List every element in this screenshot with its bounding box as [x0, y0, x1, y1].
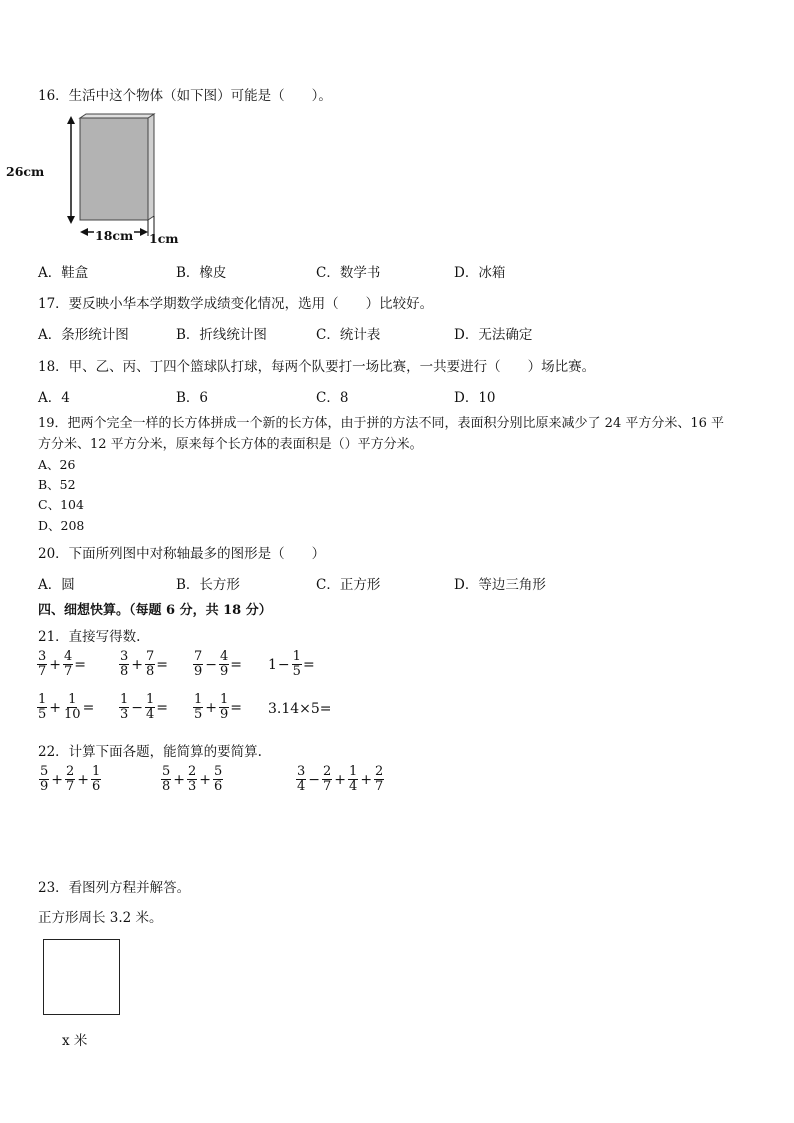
- q19-option-c: C、104: [38, 497, 84, 512]
- square-figure: [43, 939, 120, 1015]
- question-19-line-2: 方分米、12 平方分米，原来每个长方体的表面积是（）平方分米。: [38, 437, 423, 452]
- fraction: $\frac{7}{9}$: [194, 649, 203, 679]
- width-label: 18cm: [95, 228, 134, 243]
- question-19-line-1: 19．把两个完全一样的长方体拼成一个新的长方体，由于拼的方法不同，表面积分别比原来减少了 24 平方分米、16 平: [38, 416, 725, 431]
- fraction: $\frac{1}{6}$: [92, 764, 101, 794]
- q18-option-a: A．4: [38, 390, 70, 406]
- fraction: $\frac{1}{4}$: [349, 764, 358, 794]
- fraction: $\frac{1}{5}$: [194, 692, 203, 722]
- question-18: 18．甲、乙、丙、丁四个篮球队打球，每两个队要打一场比赛，一共要进行（ ）场比赛。: [38, 359, 596, 375]
- fraction: $\frac{3}{4}$: [297, 764, 306, 794]
- q20-option-d: D．等边三角形: [454, 577, 546, 593]
- q22-expr-3: $\frac{3}{4}$ − $\frac{2}{7}$ + $\frac{1}{4}$ + $\frac{2}{7}$: [297, 764, 384, 794]
- q20-option-a: A．圆: [38, 577, 75, 593]
- fraction: $\frac{1}{9}$: [220, 692, 229, 722]
- q18-option-d: D．10: [454, 390, 496, 406]
- q16-option-b: B．橡皮: [176, 265, 227, 281]
- q17-option-c: C．统计表: [316, 327, 381, 343]
- fraction: $\frac{1}{4}$: [146, 692, 155, 722]
- height-label: 26cm: [6, 164, 45, 179]
- fraction: $\frac{2}{7}$: [66, 764, 75, 794]
- fraction: $\frac{1}{5}$: [292, 649, 301, 679]
- fraction: $\frac{1}{10}$: [64, 692, 81, 722]
- fraction: $\frac{2}{7}$: [375, 764, 384, 794]
- question-23-subtext: 正方形周长 3.2 米。: [38, 910, 163, 926]
- fraction: $\frac{5}{9}$: [40, 764, 49, 794]
- q21-expr-1: $\frac{3}{7}$ + $\frac{4}{7}$ =: [38, 649, 87, 679]
- q20-option-b: B．长方形: [176, 577, 240, 593]
- q22-expr-1: $\frac{5}{9}$ + $\frac{2}{7}$ + $\frac{1}{6}$: [40, 764, 101, 794]
- fraction: $\frac{7}{8}$: [146, 649, 155, 679]
- question-21: 21．直接写得数.: [38, 629, 141, 645]
- fraction: $\frac{4}{9}$: [220, 649, 229, 679]
- q17-option-b: B．折线统计图: [176, 327, 267, 343]
- book-figure: [6, 112, 188, 252]
- q18-option-c: C．8: [316, 390, 349, 406]
- q17-option-a: A．条形统计图: [38, 327, 129, 343]
- q16-option-a: A．鞋盒: [38, 265, 89, 281]
- fraction: $\frac{5}{6}$: [214, 764, 223, 794]
- question-20: 20．下面所列图中对称轴最多的图形是（ ）: [38, 546, 326, 562]
- fraction: $\frac{1}{5}$: [38, 692, 47, 722]
- q19-option-a: A、26: [38, 457, 76, 472]
- fraction: $\frac{5}{8}$: [162, 764, 171, 794]
- q22-expr-2: $\frac{5}{8}$ + $\frac{2}{3}$ + $\frac{5}{6}$: [162, 764, 223, 794]
- question-23: 23．看图列方程并解答。: [38, 880, 191, 896]
- q21-expr-4: 1 − $\frac{1}{5}$ =: [268, 649, 315, 679]
- question-17: 17．要反映小华本学期数学成绩变化情况，选用（ ）比较好。: [38, 296, 434, 312]
- q20-option-c: C．正方形: [316, 577, 381, 593]
- q19-option-b: B、52: [38, 477, 76, 492]
- fraction: $\frac{3}{8}$: [120, 649, 129, 679]
- question-22: 22．计算下面各题，能简算的要简算.: [38, 744, 262, 760]
- square-side-label: x 米: [62, 1033, 88, 1049]
- fraction: $\frac{2}{7}$: [323, 764, 332, 794]
- fraction: $\frac{2}{3}$: [188, 764, 197, 794]
- q16-option-c: C．数学书: [316, 265, 381, 281]
- question-16: 16．生活中这个物体（如下图）可能是（ ）。: [38, 88, 332, 104]
- depth-label: 1cm: [149, 231, 179, 246]
- section-4-title: 四、细想快算。（每题 6 分，共 18 分）: [38, 603, 272, 618]
- q21-expr-2: $\frac{3}{8}$ + $\frac{7}{8}$ =: [120, 649, 169, 679]
- q21-expr-5: $\frac{1}{5}$ + $\frac{1}{10}$ =: [38, 692, 95, 722]
- fraction: $\frac{1}{3}$: [120, 692, 129, 722]
- q18-option-b: B．6: [176, 390, 209, 406]
- q19-option-d: D、208: [38, 518, 85, 533]
- q21-expr-8: 3.14×5=: [268, 701, 332, 717]
- q16-option-d: D．冰箱: [454, 265, 506, 281]
- q21-expr-3: $\frac{7}{9}$ − $\frac{4}{9}$ =: [194, 649, 243, 679]
- q21-expr-7: $\frac{1}{5}$ + $\frac{1}{9}$ =: [194, 692, 243, 722]
- q21-expr-6: $\frac{1}{3}$ − $\frac{1}{4}$ =: [120, 692, 169, 722]
- fraction: $\frac{3}{7}$: [38, 649, 47, 679]
- q17-option-d: D．无法确定: [454, 327, 533, 343]
- fraction: $\frac{4}{7}$: [64, 649, 73, 679]
